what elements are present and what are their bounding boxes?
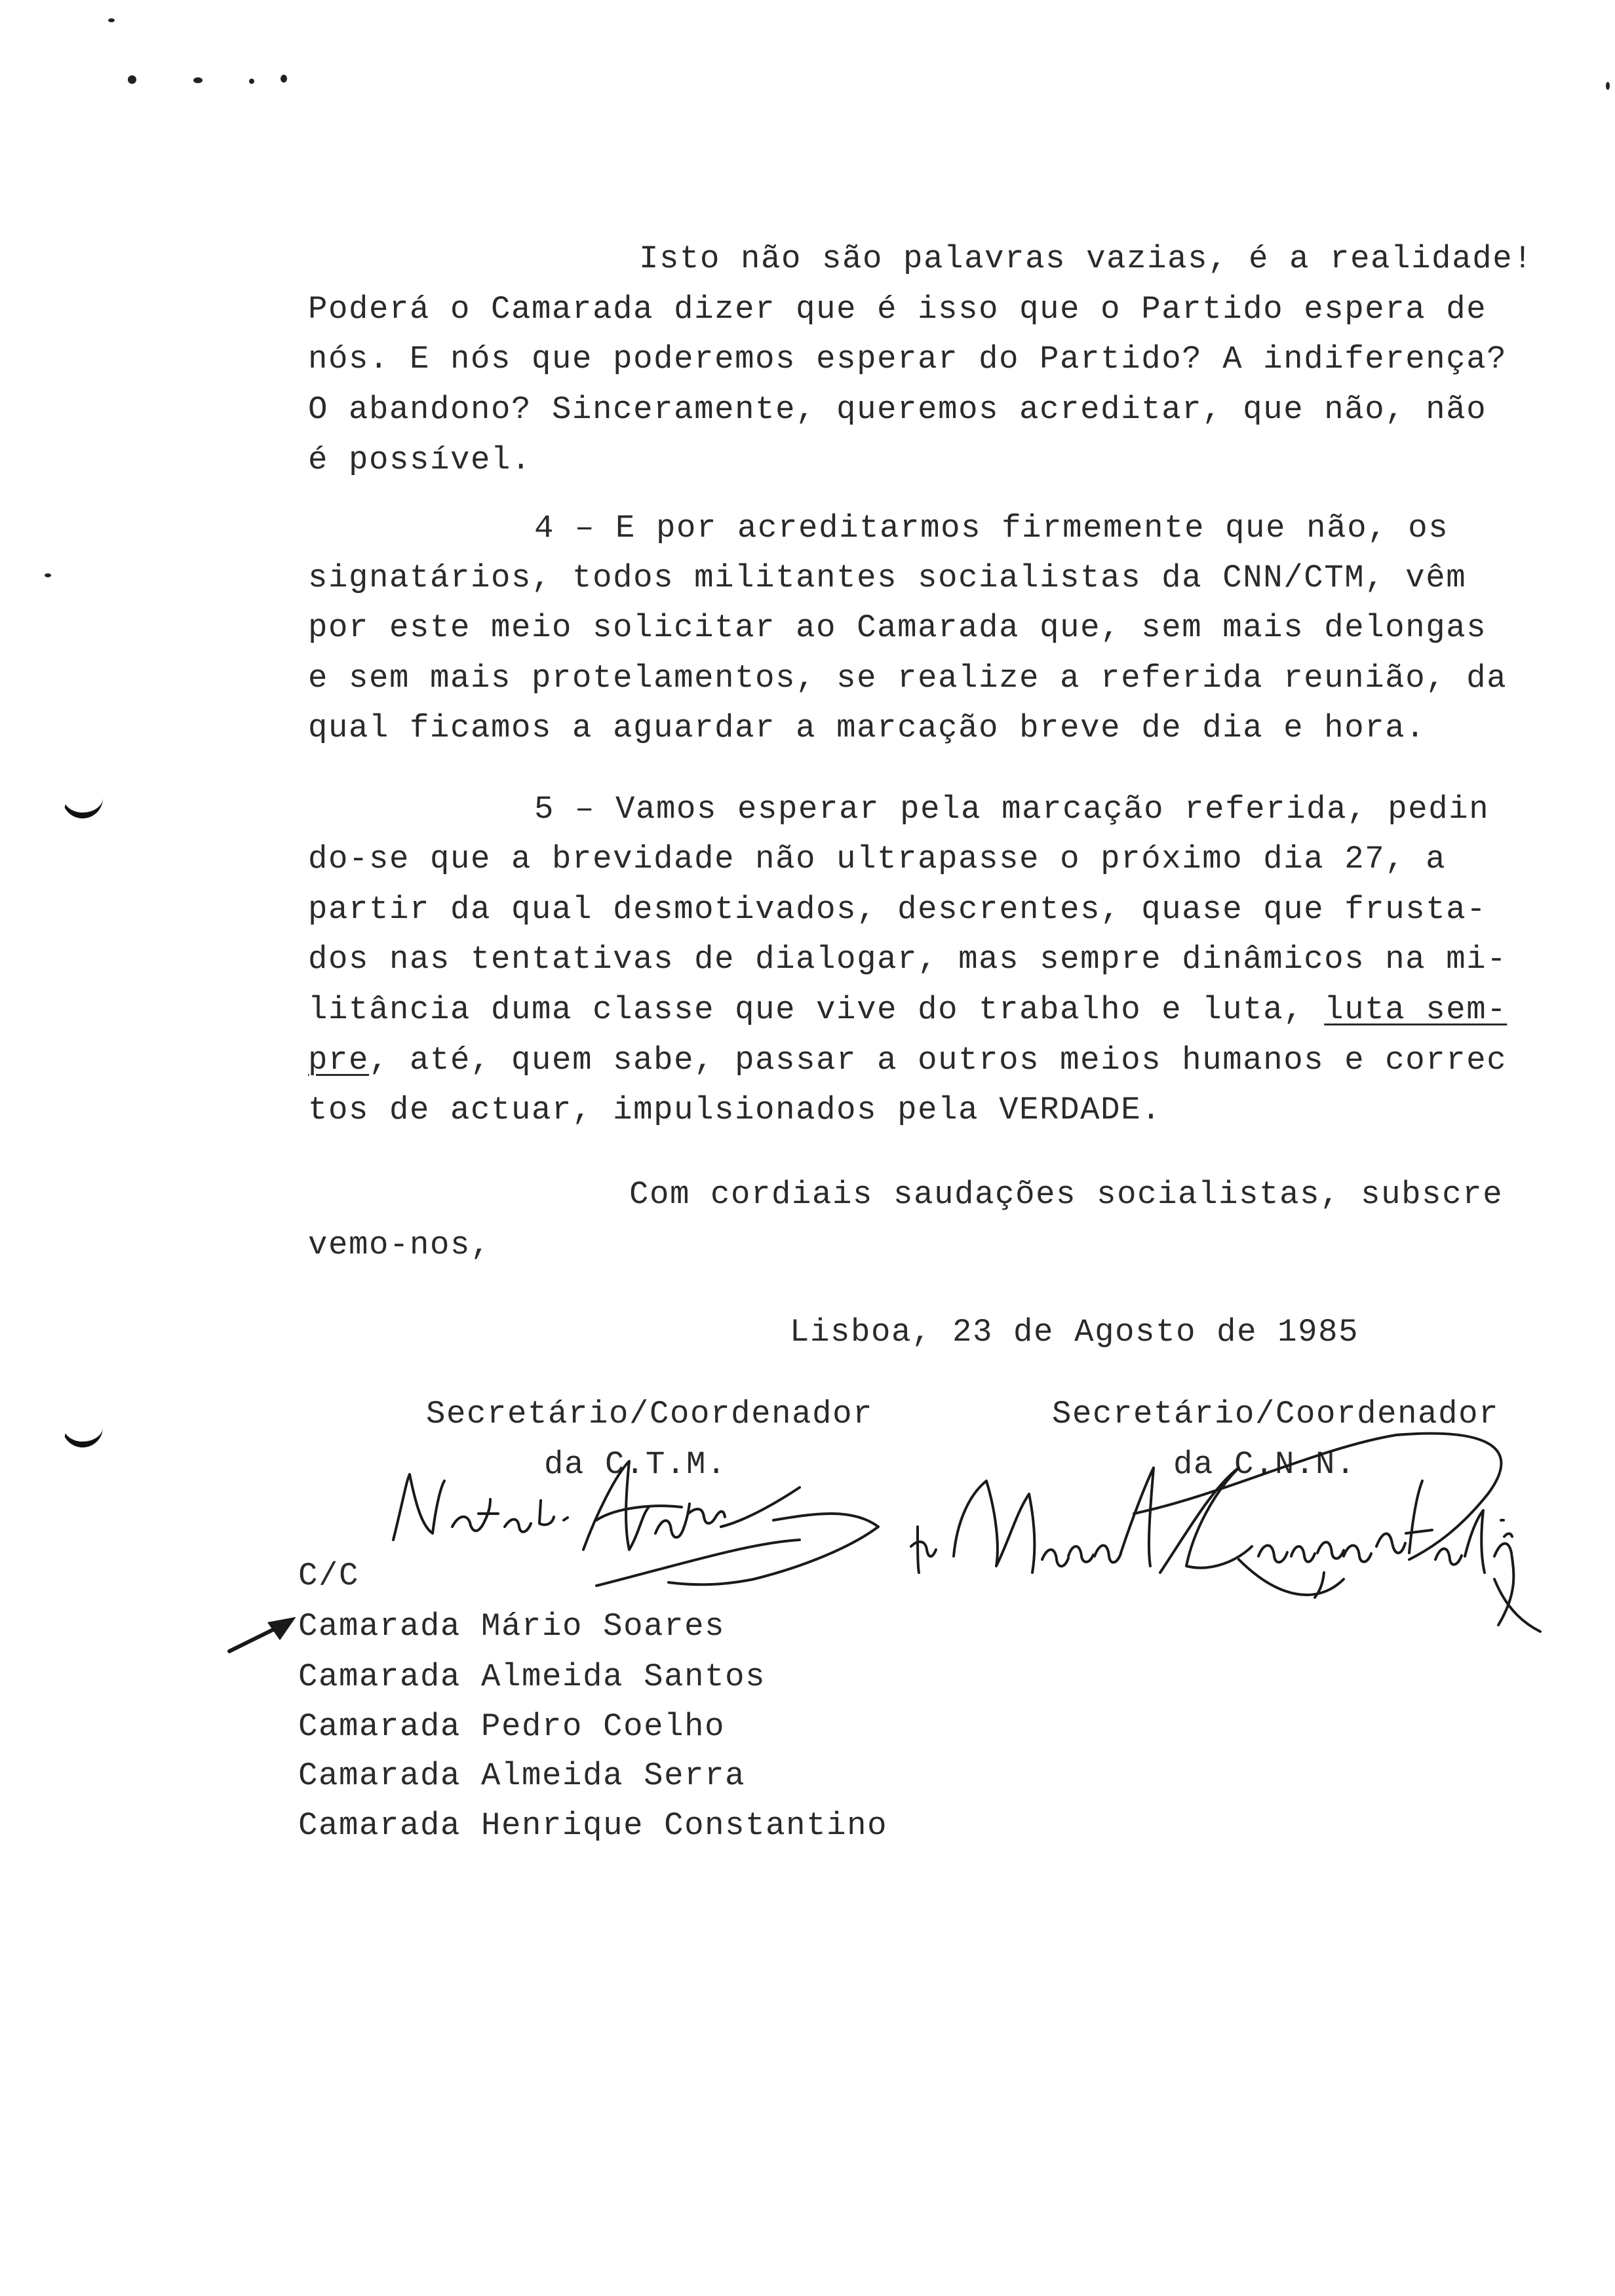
letter-line: qual ficamos a aguardar a marcação breve de dia e hora. <box>308 710 1426 746</box>
letter-line: Com cordiais saudações socialistas, subscre <box>629 1176 1504 1213</box>
arrow-icon <box>226 1612 298 1658</box>
letter-line: O abandono? Sinceramente, queremos acreditar, que não, não <box>308 391 1487 428</box>
letter-line: signatários, todos militantes socialistas da CNN/CTM, vêm <box>308 560 1467 596</box>
scan-speck <box>45 573 51 577</box>
cc-recipient: Camarada Almeida Santos <box>298 1658 766 1695</box>
letter-line: tos de actuar, impulsionados pela VERDADE. <box>308 1092 1162 1128</box>
signatory-org: da C.T.M. <box>544 1446 728 1483</box>
letter-line: dos nas tentativas de dialogar, mas sempre dinâmicos na mi- <box>308 941 1508 978</box>
letter-line: partir da qual desmotivados, descrentes, quase que frusta- <box>308 891 1487 928</box>
scan-speck <box>249 79 254 84</box>
signatory-title: Secretário/Coordenador <box>426 1396 874 1432</box>
scan-speck <box>128 75 136 84</box>
letter-line: nós. E nós que poderemos esperar do Partido? A indiferença? <box>308 341 1508 377</box>
signature-2 <box>819 1415 1573 1625</box>
scan-speck <box>193 77 203 83</box>
date-line: Lisboa, 23 de Agosto de 1985 <box>790 1314 1359 1350</box>
letter-line: litância duma classe que vive do trabalho e luta, luta sem- <box>308 991 1508 1028</box>
letter-line: Poderá o Camarada dizer que é isso que o Partido espera de <box>308 291 1487 328</box>
cc-recipient: Camarada Almeida Serra <box>298 1757 746 1794</box>
cc-recipient: Camarada Mário Soares <box>298 1608 726 1645</box>
cc-recipient: Camarada Henrique Constantino <box>298 1807 888 1844</box>
scan-speck <box>281 75 287 83</box>
signatory-org: da C.N.N. <box>1173 1446 1357 1483</box>
letter-line: vemo-nos, <box>308 1227 492 1263</box>
punch-hole-mark <box>62 1415 103 1447</box>
letter-line: e sem mais protelamentos, se realize a referida reunião, da <box>308 660 1508 697</box>
scan-speck <box>1606 82 1610 90</box>
signatory-title: Secretário/Coordenador <box>1052 1396 1500 1432</box>
letter-line: pre, até, quem sabe, passar a outros meios humanos e correc <box>308 1042 1508 1079</box>
letter-line: por este meio solicitar ao Camarada que, sem mais delongas <box>308 609 1487 646</box>
cc-label: C/C <box>298 1558 360 1594</box>
letter-line: é possível. <box>308 442 532 478</box>
cc-recipient: Camarada Pedro Coelho <box>298 1708 726 1745</box>
letter-line: Isto não são palavras vazias, é a realidade! <box>639 240 1534 277</box>
letter-line: 4 – E por acreditarmos firmemente que não, os <box>534 510 1449 546</box>
underlined-text: luta sem- <box>1324 991 1508 1028</box>
letter-line: do-se que a brevidade não ultrapasse o próximo dia 27, a <box>308 841 1447 877</box>
punch-hole-mark <box>62 786 103 818</box>
letter-line: 5 – Vamos esperar pela marcação referida, pedin <box>534 791 1490 828</box>
scan-speck <box>108 18 115 22</box>
underlined-text: pre <box>308 1042 370 1079</box>
